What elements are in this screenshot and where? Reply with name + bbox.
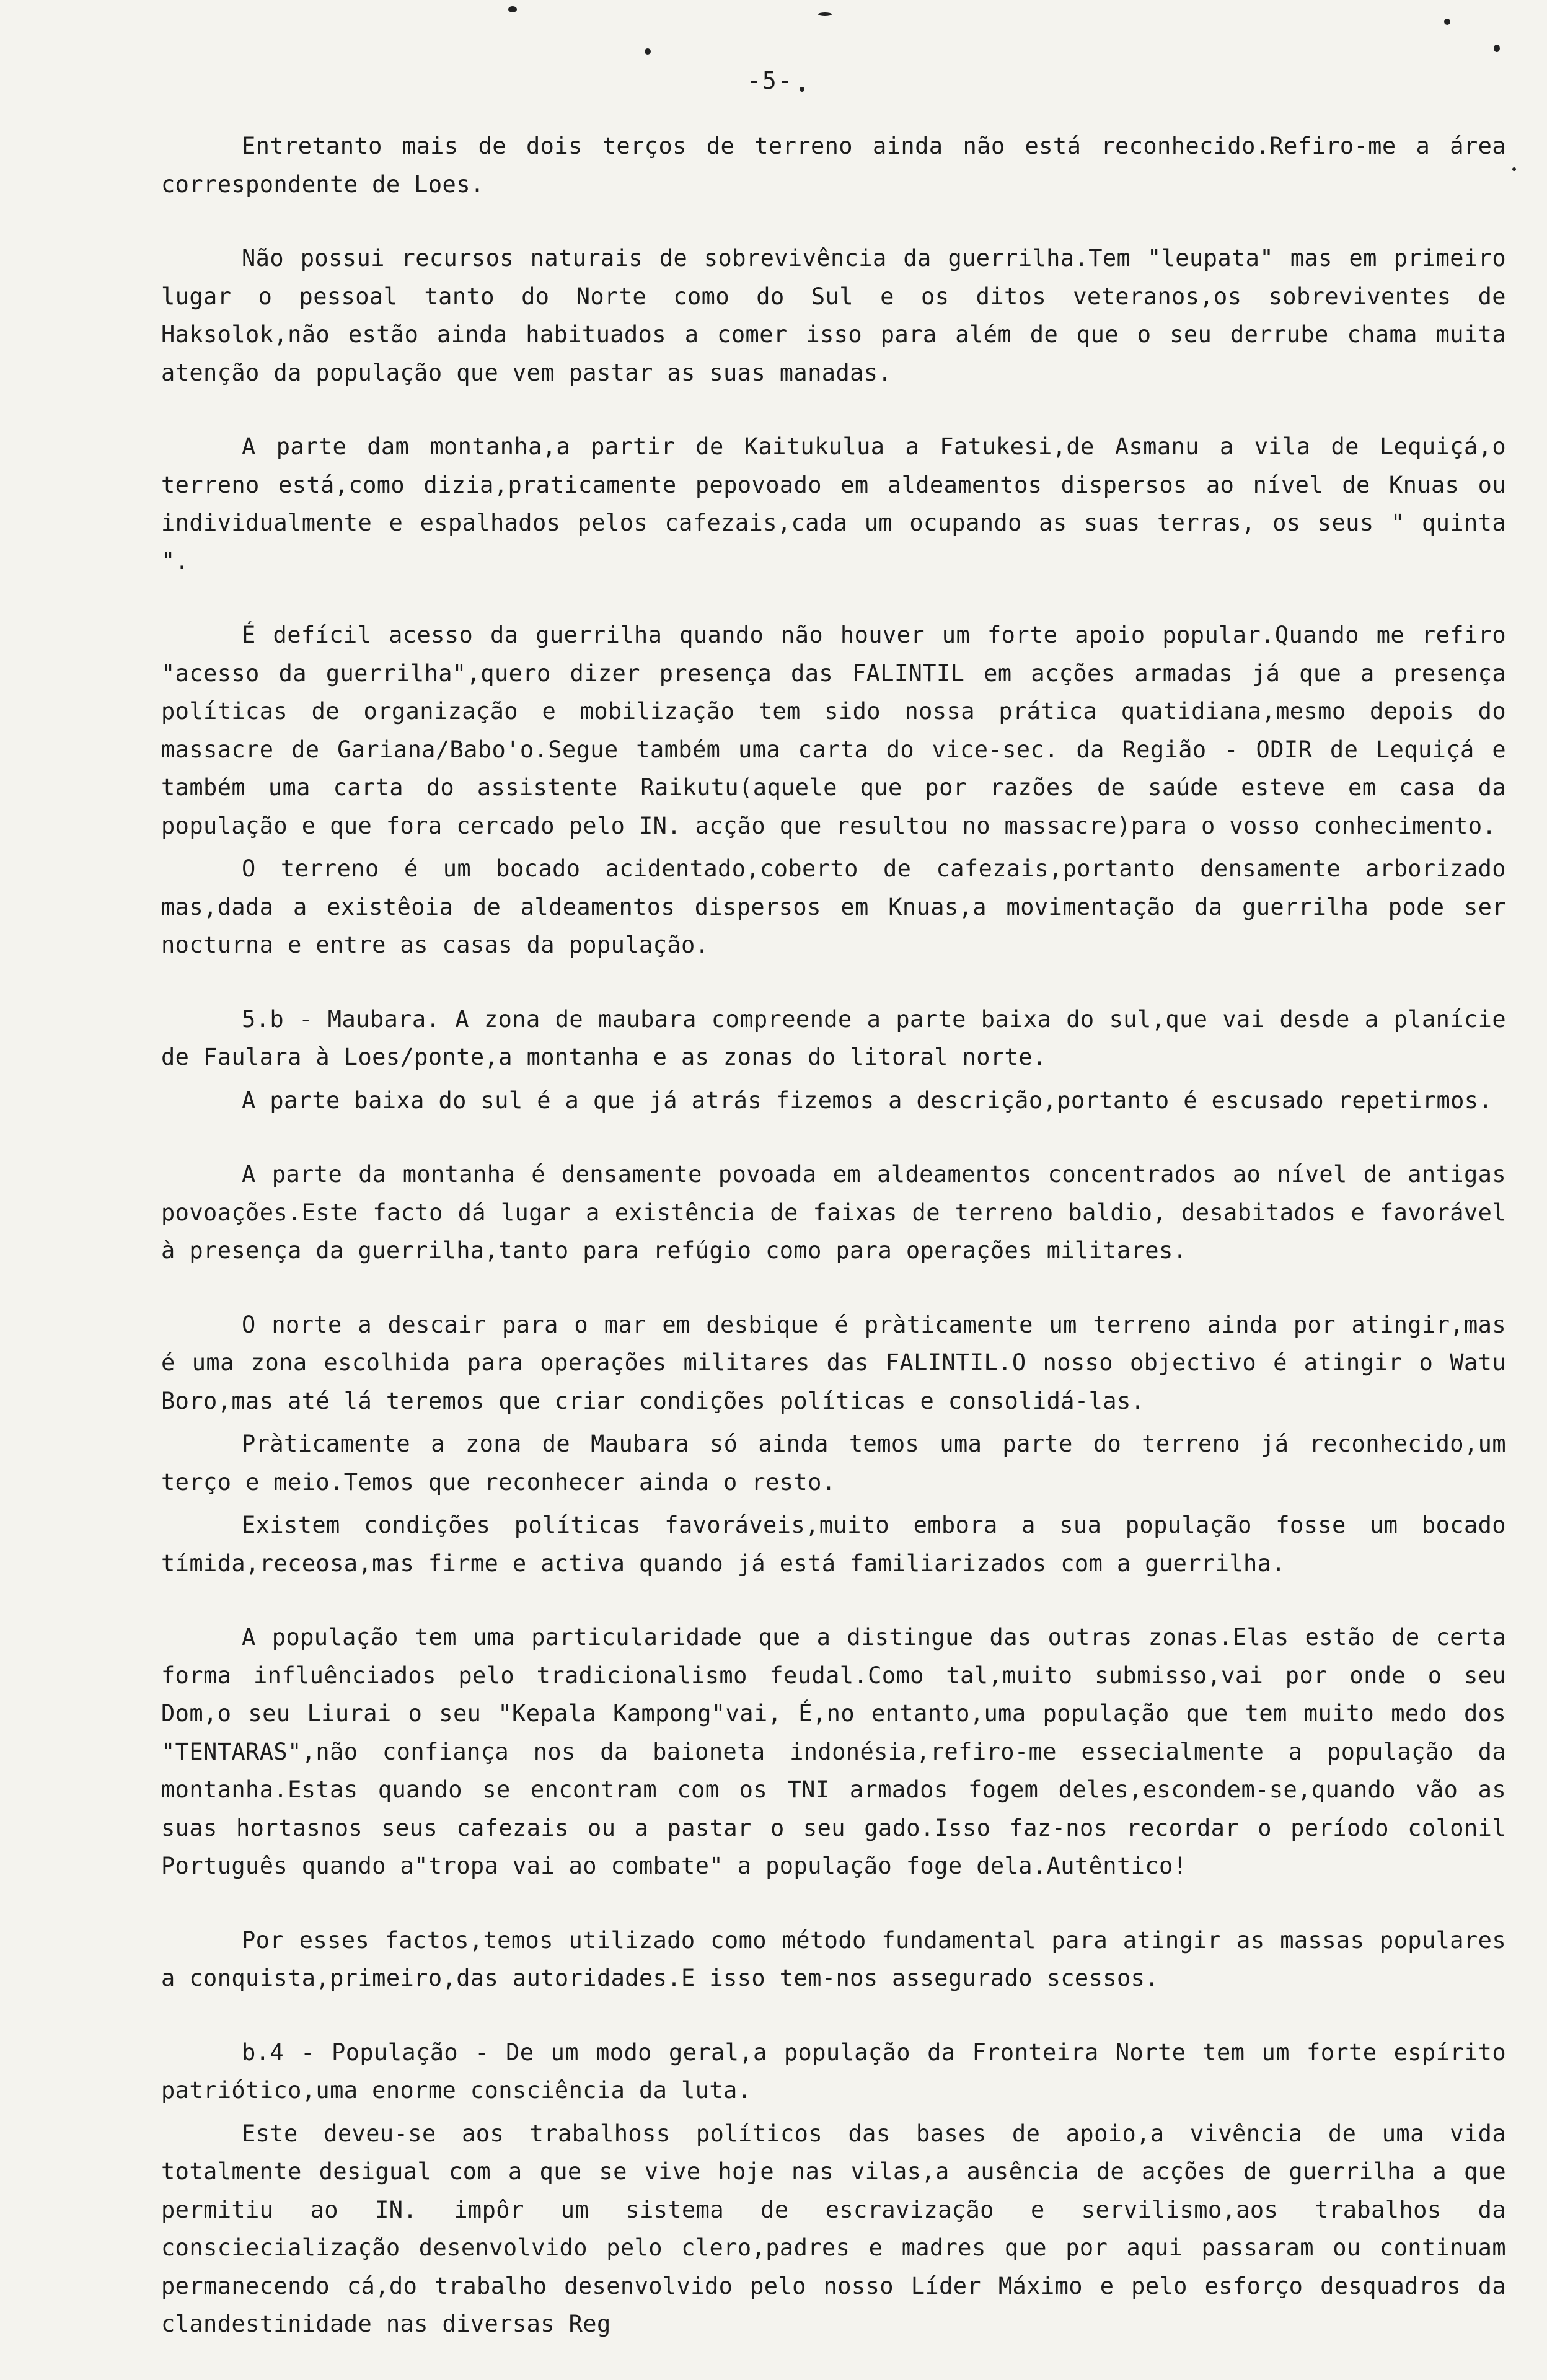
paragraph-7: A parte baixa do sul é a que já atrás fizemos a descrição,portanto é escusado repetirmos. [242,1086,1493,1114]
paragraph-8: A parte da montanha é densamente povoada em aldeamentos concentrados ao nível de antigas povoações.Este facto dá lugar a existência de faixas de terreno baldio, desabitados e favorável à presença da guerrilha,tanto para refúgio como para operações militares. [161,1161,1506,1264]
paragraph-4: É defícil acesso da guerrilha quando não houver um forte apoio popular.Quando me refiro "acesso da guerrilha",quero dizer presença das FALINTIL em acções armadas já que a presença políticas de organização e mobilização tem sido nossa prática quatidiana,mesmo depois do massacre de Gariana/Babo'o.Segue também uma carta do vice-sec. da Região - ODIR de Lequiçá e também uma carta do assistente Raikutu(aquele que por razões de saúde esteve em casa da população e que fora cercado pelo IN. acção que resultou no massacre)para o vosso conhecimento. [161,622,1506,839]
scan-speck [1494,45,1500,52]
scan-speck [818,12,832,16]
paragraph-2: Não possui recursos naturais de sobrevivência da guerrilha.Tem "leupata" mas em primeiro lugar o pessoal tanto do Norte como do Sul e os ditos veteranos,os sobreviventes de Haksolok,não estão ainda habituados a comer isso para além de que o seu derrube chama muita atenção da população que vem pastar as suas manadas. [161,245,1506,386]
paragraph-10: Pràticamente a zona de Maubara só ainda temos uma parte do terreno já reconhecido,um terço e meio.Temos que reconhecer ainda o resto. [161,1430,1506,1496]
paragraph-14: b.4 - População - De um modo geral,a população da Fronteira Norte tem um forte espírito patriótico,uma enorme consciência da luta. [161,2038,1506,2104]
paragraph-15: Este deveu-se aos trabalhoss políticos das bases de apoio,a vivência de uma vida totalmente desigual com a que se vive hoje nas vilas,a ausência de acções de guerrilha a que permitiu ao IN. impôr um sistema de escravização e servilismo,aos trabalhos da consciecialização desenvolvido pelo clero,padres e madres que por aqui passaram ou continuam permanecendo cá,do trabalho desenvolvido pelo nosso Líder Máximo e pelo esforço desquadros da clandestinidade nas diversas Reg [161,2120,1506,2337]
paragraph-12: A população tem uma particularidade que a distingue das outras zonas.Elas estão de certa forma influênciados pelo tradicionalismo feudal.Como tal,muito submisso,vai por onde o seu Dom,o seu Liurai o seu "Kepala Kampong"vai, É,no entanto,uma população que tem muito medo dos "TENTARAS",não confiança nos da baioneta indonésia,refiro-me essecialmente a população da montanha.Estas quando se encontram com os TNI armados fogem deles,escondem-se,quando vão as suas hortasnos seus cafezais ou a pastar o seu gado.Isso faz-nos recordar o período colonil Português quando a"tropa vai ao combate" a população foge dela.Autêntico! [161,1624,1506,1879]
scan-speck [1512,167,1516,171]
paragraph-5: O terreno é um bocado acidentado,coberto de cafezais,portanto densamente arborizado mas,dada a existêoia de aldeamentos dispersos em Knuas,a movimentação da guerrilha pode ser nocturna e entre as casas da população. [161,855,1506,958]
scan-speck [1444,19,1450,25]
page-number: -5- [747,67,793,94]
scan-speck [508,6,517,12]
paragraph-3: A parte dam montanha,a partir de Kaitukulua a Fatukesi,de Asmanu a vila de Lequiçá,o terreno está,como dizia,praticamente pepovoado em aldeamentos dispersos ao nível de Knuas ou individualmente e espalhados pelos cafezais,cada um ocupando as suas terras, os seus " quinta ". [161,433,1506,575]
scan-speck [800,87,804,92]
scan-speck [645,48,651,55]
document-body [161,127,1506,2343]
paragraph-1: Entretanto mais de dois terços de terreno ainda não está reconhecido.Refiro-me a área correspondente de Loes. [161,133,1506,198]
paragraph-9: O norte a descair para o mar em desbique é pràticamente um terreno ainda por atingir,mas é uma zona escolhida para operações militares das FALINTIL.O nosso objectivo é atingir o Watu Boro,mas até lá teremos que criar condições políticas e consolidá-las. [161,1311,1506,1414]
paragraph-13: Por esses factos,temos utilizado como método fundamental para atingir as massas populares a conquista,primeiro,das autoridades.E isso tem-nos assegurado scessos. [161,1926,1506,1991]
paragraph-11: Existem condições políticas favoráveis,muito embora a sua população fosse um bocado tímida,receosa,mas firme e activa quando já está familiarizados com a guerrilha. [161,1512,1506,1577]
paragraph-6: 5.b - Maubara. A zona de maubara compreende a parte baixa do sul,que vai desde a planície de Faulara à Loes/ponte,a montanha e as zonas do litoral norte. [161,1005,1506,1070]
